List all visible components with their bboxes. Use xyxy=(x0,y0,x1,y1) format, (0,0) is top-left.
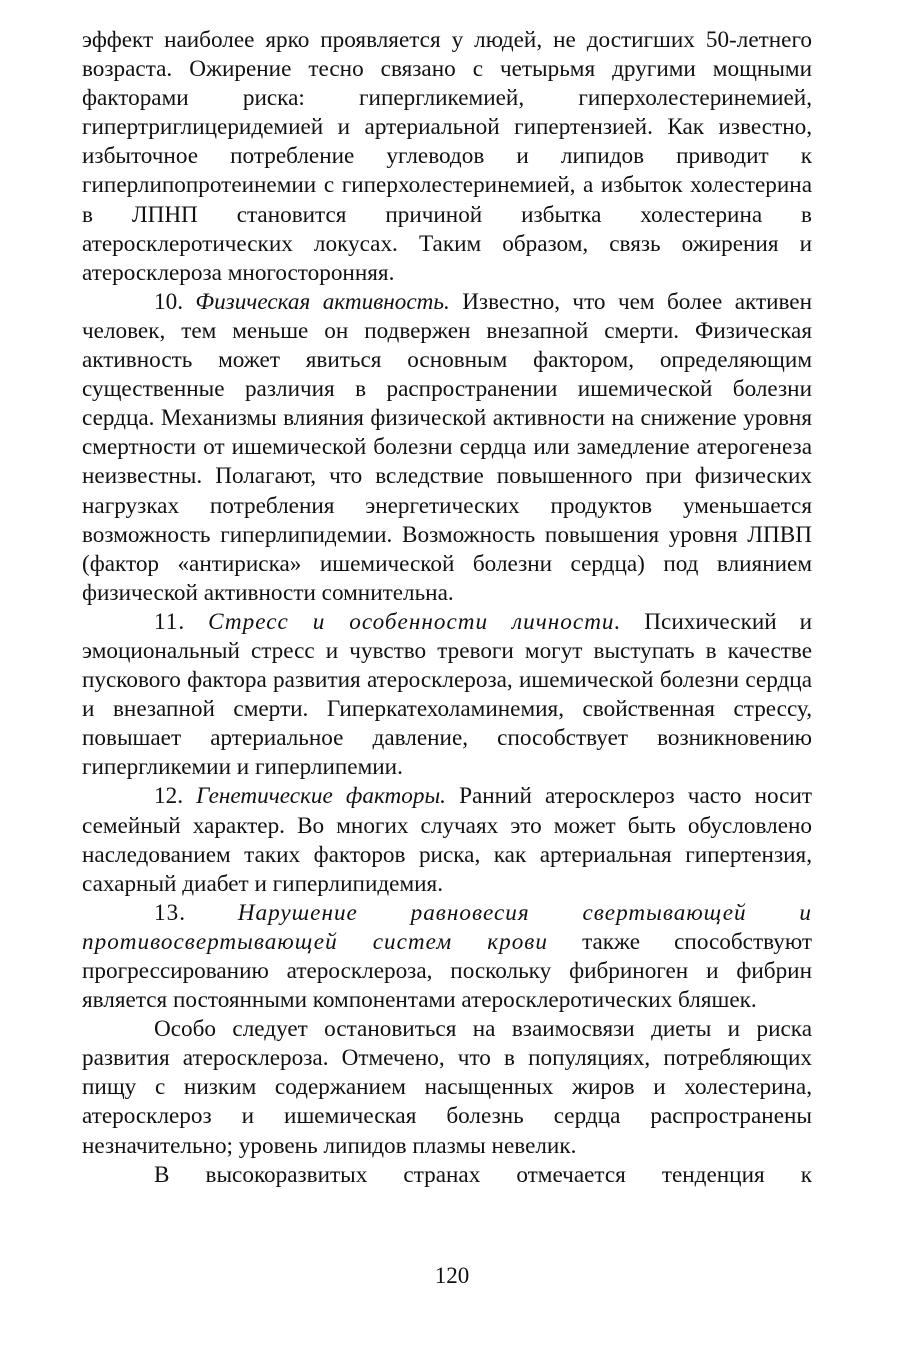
paragraph-text: Ранний атеросклероз часто носит семейный характер. Во многих случаях это может быть обусловлено наследованием таких факторов риска, как артериальная гипертензия, сахарный диабет и гиперлипидемия. xyxy=(82,783,812,897)
paragraph-stress xyxy=(82,608,812,783)
paragraph-genetic-factors xyxy=(82,782,812,898)
item-heading: Генетические факторы. xyxy=(196,783,446,810)
paragraph-text: Известно, что чем более активен человек, тем меньше он подвержен внезапной смерти. Физическая активность может явиться основным фактором, определяющим существенные различия в распространении ишемической болезни сердца. Механизмы влияния физической активности на снижение уровня смертности от ишемической болезни сердца или замедление атерогенеза неизвестны. Полагают, что вследствие повышенного при физических нагрузках потребления энергетических продуктов уменьшается возможность гиперлипидемии. Возможность повышения уровня ЛПВП (фактор «антириска» ишемической болезни сердца) под влиянием физической активности сомнительна. xyxy=(82,288,812,606)
item-heading: Стресс и особенности личности. xyxy=(208,608,622,635)
paragraph-coagulation xyxy=(82,899,812,1015)
page-number: 120 xyxy=(434,1263,470,1288)
paragraph-obesity-continued xyxy=(82,26,812,288)
item-heading: Нарушение равновесия свертывающей и противосвертывающей систем крови xyxy=(82,899,812,955)
paragraph-physical-activity xyxy=(82,288,812,608)
paragraph-text: эффект наиболее ярко проявляется у людей, не достигших 50-летнего возраста. Ожирение тесно связано с четырьмя другими мощными факторами риска: гипергликемией, гиперхолестеринемией, гипертриглицеридемией и артериальной гипертензией. Как известно, избыточное потребление углеводов и липидов приводит к гиперлипопротеинемии с гиперхолестеринемией, а избыток холестерина в ЛПНП становится причиной избытка холестерина в атеросклеротических локусах. Таким образом, связь ожирения и атеросклероза многосторонняя. xyxy=(82,27,812,286)
paragraph-text: Особо следует остановиться на взаимосвязи диеты и риска развития атеросклероза. Отмечено, что в популяциях, потребляющих пищу с низким содержанием насыщенных жиров и холестерина, атеросклероз и ишемическая болезнь сердца распространены незначительно; уровень липидов плазмы невелик. xyxy=(82,1016,812,1159)
paragraph-text: В высокоразвитых странах отмечается тенденция к xyxy=(154,1161,812,1188)
paragraph-text: также способствуют прогрессированию атеросклероза, поскольку фибриноген и фибрин является постоянными компонентами атеросклеротических бляшек. xyxy=(82,928,813,1014)
item-heading: Физическая активность. xyxy=(195,288,450,315)
item-number: 12. xyxy=(154,783,183,810)
item-number: 11. xyxy=(154,608,186,635)
paragraph-text: Психический и эмоциональный стресс и чувство тревоги могут выступать в качестве пускового фактора развития атеросклероза, ишемической болезни сердца и внезапной смерти. Гиперкатехоламинемия, свойственная стрессу, повышает артериальное давление, способствует возникновению гипергликемии и гиперлипемии. xyxy=(82,608,813,781)
item-number: 10. xyxy=(154,288,183,315)
item-number: 13. xyxy=(154,899,186,926)
paragraph-diet xyxy=(82,1015,812,1160)
paragraph-developed-countries xyxy=(82,1161,812,1190)
page-body xyxy=(82,26,812,1190)
